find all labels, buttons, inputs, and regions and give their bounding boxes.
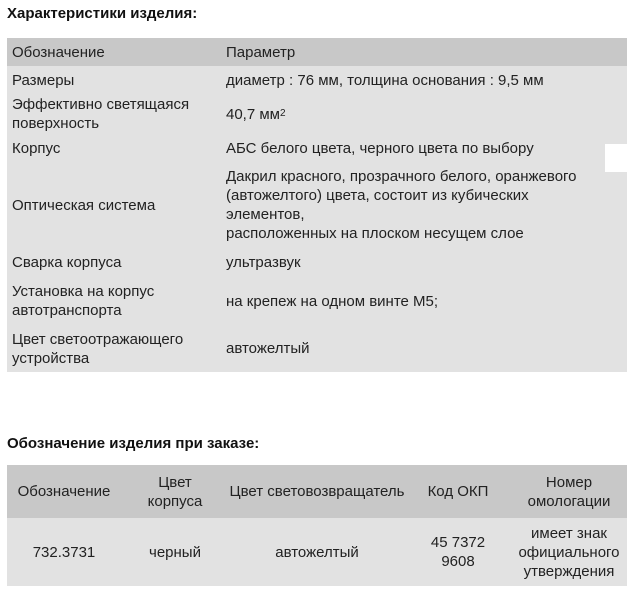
order-heading: Обозначение изделия при заказе: (7, 435, 260, 452)
spec-row-name: Цвет светоотражающего устройства (12, 330, 184, 367)
order-cell-body-color: черный (149, 543, 201, 561)
order-header-row (7, 465, 627, 518)
spec-row-value: диаметр : 76 мм, толщина основания : 9,5 мм (226, 71, 544, 89)
spec-row-name: Оптическая система (12, 196, 156, 214)
order-col-designation: Обозначение (17, 483, 111, 500)
order-col-homologation: Номер омологации (527, 473, 611, 510)
spec-row-optics (7, 162, 627, 248)
spec-heading: Характеристики изделия: (7, 5, 198, 22)
spec-row-area (7, 94, 627, 134)
spec-row-name: Размеры (12, 71, 75, 89)
order-cell-homologation: имеет знак официального утверждения (518, 524, 620, 580)
order-table (7, 465, 627, 586)
spec-row-name: Сварка корпуса (12, 254, 122, 271)
optics-value-line1: Дакрил красного, прозрачного белого, оранжевого (автожелтого) цвета, состоит из кубических элементов, (226, 168, 577, 223)
order-cell-okp-code: 45 7372 9608 (430, 534, 486, 570)
order-cell-designation: 732.3731 (32, 543, 96, 561)
area-value: 40,7 мм (226, 105, 280, 123)
spec-row-value: на крепеж на одном винте М5; (226, 292, 439, 310)
optics-value-line2: расположенных на плоском несущем слое (226, 225, 524, 242)
spec-row-reflector-color (7, 325, 627, 372)
spec-row-body (7, 134, 627, 162)
spec-row-mounting (7, 277, 627, 325)
spec-row-size (7, 66, 627, 94)
spec-row-welding (7, 248, 627, 277)
spec-header-param: Параметр (226, 43, 296, 61)
spec-row-name: Установка на корпус автотранспорта (12, 283, 155, 319)
spec-header-row (7, 38, 627, 66)
spec-row-value: автожелтый (226, 340, 310, 357)
spec-row-name: Корпус (12, 139, 61, 157)
spec-row-name: Эффективно светящаяся поверхность (12, 96, 190, 132)
table-edge-gap (605, 144, 627, 172)
order-col-body-color: Цвет корпуса (147, 473, 203, 510)
order-data-row (7, 518, 627, 586)
order-cell-reflector-color: автожелтый (275, 543, 359, 561)
spec-row-value (221, 162, 627, 248)
spec-row-value: 40,7 мм 2 (226, 105, 286, 123)
order-col-okp-code: Код ОКП (427, 483, 489, 500)
spec-row-value: АБС белого цвета, черного цвета по выбору (226, 139, 534, 157)
spec-header-name: Обозначение (12, 43, 105, 61)
spec-table (7, 38, 627, 372)
order-col-reflector-color: Цвет световозвращатель (229, 483, 405, 500)
spec-row-value: ультразвук (226, 254, 301, 271)
